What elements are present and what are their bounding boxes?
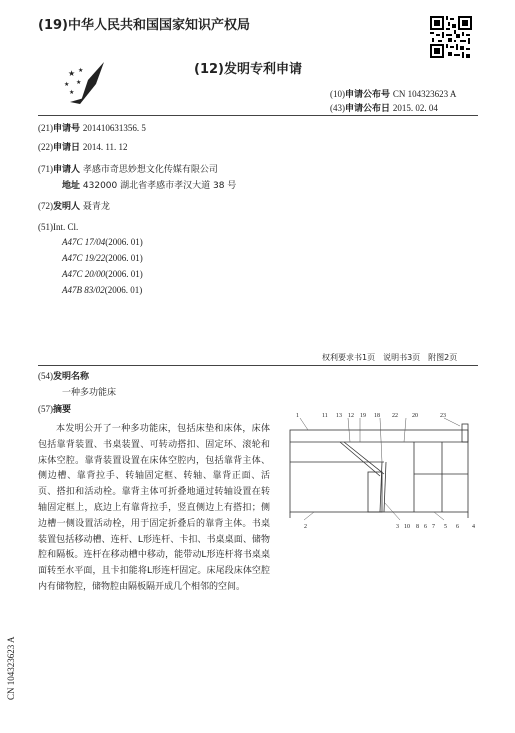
office-code: (19) [38,18,68,33]
invention-title: 一种多功能床 [62,388,117,398]
applicant-value: 孝感市奇思妙想文化传媒有限公司 [82,165,218,175]
app-date-value: 2014. 11. 12 [82,142,128,152]
svg-text:★: ★ [76,79,82,86]
patent-drawing [284,412,484,540]
applicant-line [38,162,218,175]
pub-no-value: CN 104323623 A [392,89,457,99]
figure-label: 6 [424,524,427,530]
kind-header [194,58,302,77]
pub-date-label: 申请公布日 [345,104,391,114]
ipc-code: A47B 83/02 [62,285,105,295]
applicant-label: 申请人 [53,165,81,175]
app-date-label: 申请日 [53,143,81,153]
title-heading [38,369,89,382]
figure-label: 19 [360,413,366,419]
intcl-line [38,222,78,233]
figure-label: 23 [440,413,446,419]
pub-date-code: (43) [330,103,345,113]
address-label: 地址 [62,181,81,191]
pub-no-label: 申请公布号 [345,90,391,100]
app-no-label: 申请号 [53,124,81,134]
figure-label: 5 [444,524,447,530]
pub-no-code: (10) [330,89,345,99]
office-header [38,14,250,33]
figure-label: 10 [404,524,410,530]
figure-label: 13 [336,413,342,419]
app-no-code: (21) [38,123,53,133]
pub-no-line [330,87,456,100]
app-date-line [38,140,128,153]
ipc-item [62,253,143,263]
ipc-version: (2006. 01) [105,253,143,263]
abstract-code: (57) [38,404,53,414]
ipc-item [62,269,143,279]
figure-label: 2 [304,524,307,530]
intcl-label: Int. Cl. [53,222,79,232]
ipc-code: A47C 20/00 [62,269,106,279]
ipc-version: (2006. 01) [105,237,143,247]
figure-label: 20 [412,413,418,419]
figure-label: 8 [416,524,419,530]
abstract-heading [38,402,71,415]
office-name: 中华人民共和国国家知识产权局 [67,18,250,33]
ipc-item [62,237,143,247]
ipc-item [62,285,142,295]
ipc-code: A47C 17/04 [62,237,106,247]
inventor-label: 发明人 [53,202,81,212]
title-label: 发明名称 [53,372,90,382]
app-no-line [38,121,146,134]
title-code: (54) [38,371,53,381]
ipc-version: (2006. 01) [104,285,143,295]
figure-label: 22 [392,413,398,419]
address-line [62,178,236,191]
applicant-code: (71) [38,164,53,174]
top-divider [38,115,478,116]
figure-label: 12 [348,413,354,419]
kind-name: 发明专利申请 [223,62,302,77]
middle-divider [38,365,478,366]
svg-text:★: ★ [64,81,70,88]
abstract-label: 摘要 [53,405,72,415]
sipo-logo-icon [60,58,110,106]
figure-label: 7 [432,524,435,530]
app-date-code: (22) [38,142,53,152]
svg-text:★: ★ [68,69,76,78]
inventor-value: 聂青龙 [82,202,110,212]
figure-label: 11 [322,413,328,419]
pub-date-value: 2015. 02. 04 [392,103,438,113]
figure-label: 4 [472,524,475,530]
inventor-line [38,199,110,212]
figure-label: 18 [374,413,380,419]
app-no-value: 201410631356. 5 [82,123,146,133]
svg-text:★: ★ [78,67,84,74]
svg-text:★: ★ [69,89,75,96]
address-value: 432000 湖北省孝感市孝汉大道 38 号 [82,181,237,191]
side-publication-code: CN 104323623 A [6,636,16,700]
kind-code: (12) [194,62,224,77]
figure-label: 3 [396,524,399,530]
figure-label: 1 [296,413,299,419]
figure-label: 6 [456,524,459,530]
inventor-code: (72) [38,201,53,211]
pub-date-line [330,101,438,114]
qr-code-icon [430,16,472,58]
intcl-code: (51) [38,222,53,232]
pages-info: 权利要求书1页 说明书3页 附图2页 [322,353,458,362]
ipc-version: (2006. 01) [105,269,143,279]
ipc-code: A47C 19/22 [62,253,106,263]
abstract-text: 本发明公开了一种多功能床，包括床垫和床体，床体包括靠背装置、书桌装置、可转动搭扣、固定环、滚轮和床体空腔。靠背装置设置在床体空腔内，包括靠背主体、侧边槽、靠背拉手、转轴固定框、转轴、靠背正面、活页、搭扣和活动栓。靠背主体可折叠地通过转轴设置在转轴固定框上，底边上有靠背拉手，竖直侧边上有搭扣；侧边槽一侧设置活动栓，用于固定折叠后的靠背主体。书桌装置包括移动槽、连杆、L形连杆、卡扣、书桌桌面、储物腔和隔板。连杆在移动槽中移动，能带动L形连杆将书桌桌面转至水平面，且卡扣能将L形连杆固定。床尾段床体空腔内有储物腔，储物腔由隔板隔开成几个相邻的空间。 [38,424,270,592]
